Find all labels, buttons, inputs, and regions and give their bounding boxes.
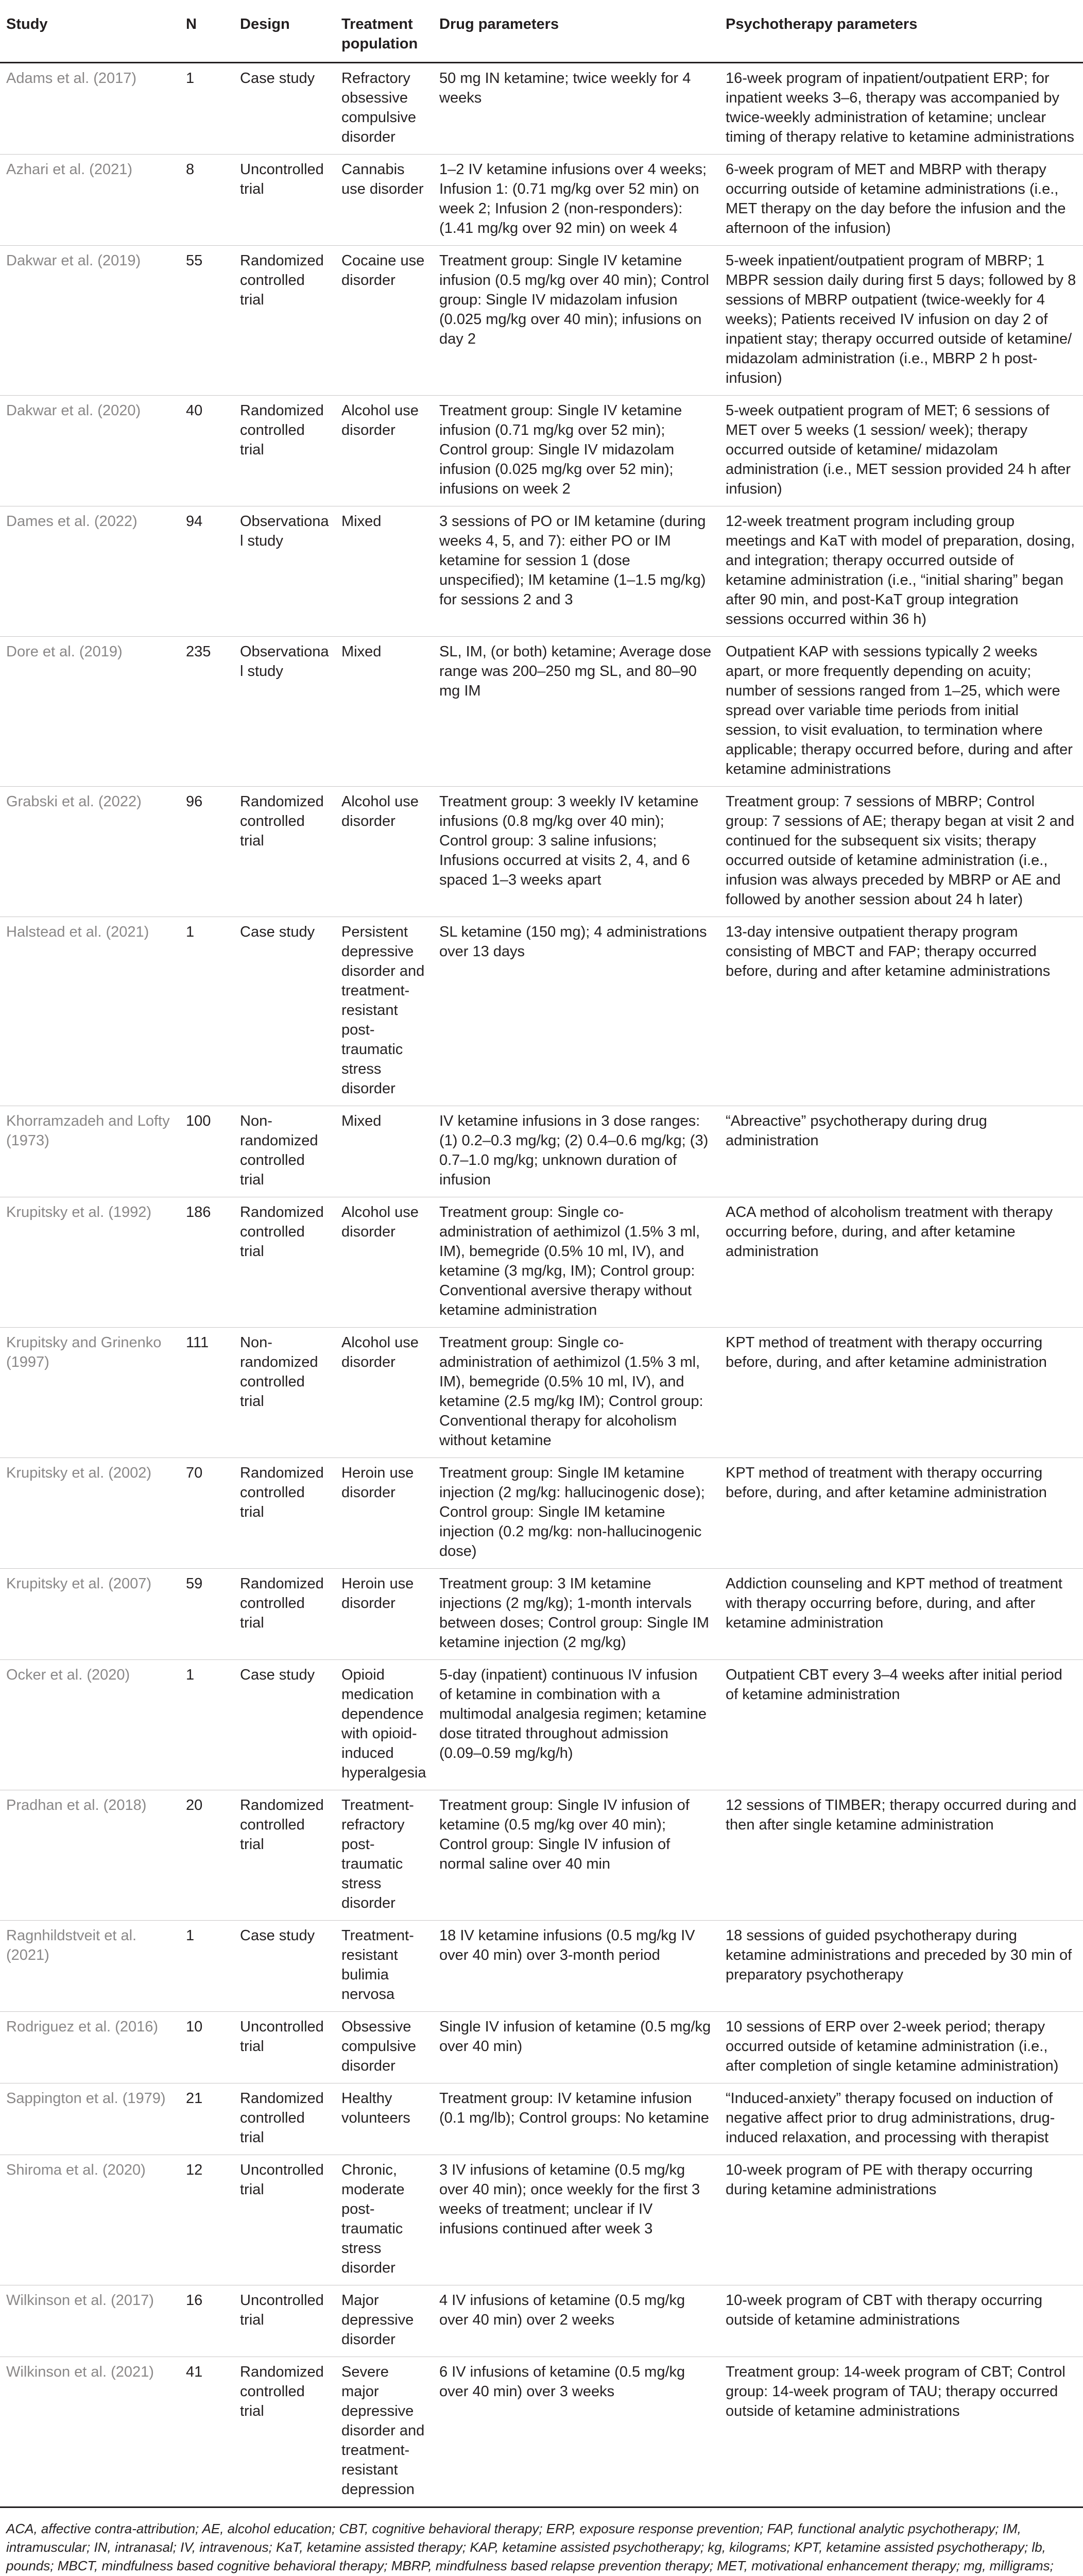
study-cell: Grabski et al. (2022) <box>0 787 180 917</box>
n-cell: 41 <box>180 2357 234 2507</box>
table-row <box>0 787 1083 917</box>
drug-cell: Treatment group: Single IV ketamine infusion (0.71 mg/kg over 52 min); Control group: Single IV midazolam infusion (0.025 mg/kg over 52 min); infusions on week 2 <box>433 396 719 506</box>
drug-cell: 18 IV ketamine infusions (0.5 mg/kg IV over 40 min) over 3-month period <box>433 1921 719 2012</box>
table-row <box>0 1197 1083 1328</box>
psychotherapy-cell: KPT method of treatment with therapy occurring before, during, and after ketamine administration <box>719 1328 1083 1458</box>
table-footnote: ACA, affective contra-attribution; AE, alcohol education; CBT, cognitive behavioral therapy; ERP, exposure response prevention; FAP, functional analytic psychotherapy; IM, intramuscular; IN, intranasal; IV, intravenous; KaT, ketamine assisted therapy; KAP, ketamine assisted psychotherapy; kg, kilograms; KPT, ketamine assisted psychotherapy; lb, pounds; MBCT, mindfulness based cognitive behavioral therapy; MBRP, mindfulness based relapse prevention therapy; MET, motivational enhancement therapy; mg, milligrams; <box>6 2521 1054 2573</box>
design-cell: Randomized controlled trial <box>234 246 335 396</box>
n-cell: 12 <box>180 2155 234 2285</box>
population-cell: Treatment-refractory post-traumatic stress disorder <box>335 1790 433 1921</box>
n-cell: 8 <box>180 155 234 246</box>
n-cell: 1 <box>180 1660 234 1790</box>
header-n: N <box>180 11 234 63</box>
n-cell: 59 <box>180 1569 234 1660</box>
design-cell: Non-randomized controlled trial <box>234 1328 335 1458</box>
drug-cell: Treatment group: Single IV infusion of ketamine (0.5 mg/kg over 40 min); Control group: Single IV infusion of normal saline over 40 min <box>433 1790 719 1921</box>
table-row <box>0 917 1083 1106</box>
design-cell: Randomized controlled trial <box>234 2357 335 2507</box>
drug-cell: Treatment group: Single co-administration of aethimizol (1.5% 3 ml, IM), bemegride (0.5% 10 ml, IV), and ketamine (2.5 mg/kg IM); Control group: Conventional therapy for alcoholism without ketamine <box>433 1328 719 1458</box>
drug-cell: 3 sessions of PO or IM ketamine (during weeks 4, 5, and 7): either PO or IM ketamine for session 1 (dose unspecified); IM ketamine (1–1.5 mg/kg) for sessions 2 and 3 <box>433 506 719 637</box>
study-cell: Krupitsky et al. (1992) <box>0 1197 180 1328</box>
psychotherapy-cell: 6-week program of MET and MBRP with therapy occurring outside of ketamine administrations (i.e., MET therapy on the day before the infusion and the afternoon of the infusion) <box>719 155 1083 246</box>
population-cell: Alcohol use disorder <box>335 1197 433 1328</box>
drug-cell: Single IV infusion of ketamine (0.5 mg/kg over 40 min) <box>433 2012 719 2083</box>
drug-cell: Treatment group: IV ketamine infusion (0.1 mg/lb); Control groups: No ketamine <box>433 2083 719 2155</box>
n-cell: 1 <box>180 63 234 155</box>
study-cell: Dakwar et al. (2019) <box>0 246 180 396</box>
drug-cell: Treatment group: Single co-administration of aethimizol (1.5% 3 ml, IM), bemegride (0.5% 10 ml, IV), and ketamine (3 mg/kg, IM); Control group: Conventional aversive therapy without ketamine administration <box>433 1197 719 1328</box>
table-row <box>0 2012 1083 2083</box>
study-cell: Dakwar et al. (2020) <box>0 396 180 506</box>
design-cell: Case study <box>234 917 335 1106</box>
n-cell: 21 <box>180 2083 234 2155</box>
study-cell: Shiroma et al. (2020) <box>0 2155 180 2285</box>
table-header-row <box>0 11 1083 63</box>
psychotherapy-cell: 10 sessions of ERP over 2-week period; therapy occurred outside of ketamine administration (i.e., after completion of single ketamine administration) <box>719 2012 1083 2083</box>
drug-cell: 6 IV infusions of ketamine (0.5 mg/kg over 40 min) over 3 weeks <box>433 2357 719 2507</box>
psychotherapy-cell: “Induced-anxiety” therapy focused on induction of negative affect prior to drug administrations, drug-induced relaxation, and processing with therapist <box>719 2083 1083 2155</box>
psychotherapy-cell: Outpatient KAP with sessions typically 2 weeks apart, or more frequently depending on acuity; number of sessions ranged from 1–25, which were spread over variable time periods from initial session, to visit evaluation, to termination where applicable; therapy occurred before, during and after ketamine administrations <box>719 637 1083 787</box>
study-cell: Dames et al. (2022) <box>0 506 180 637</box>
psychotherapy-cell: Outpatient CBT every 3–4 weeks after initial period of ketamine administration <box>719 1660 1083 1790</box>
population-cell: Refractory obsessive compulsive disorder <box>335 63 433 155</box>
drug-cell: 4 IV infusions of ketamine (0.5 mg/kg over 40 min) over 2 weeks <box>433 2285 719 2357</box>
study-cell: Ocker et al. (2020) <box>0 1660 180 1790</box>
population-cell: Heroin use disorder <box>335 1569 433 1660</box>
population-cell: Alcohol use disorder <box>335 787 433 917</box>
table-row <box>0 637 1083 787</box>
design-cell: Non-randomized controlled trial <box>234 1106 335 1197</box>
psychotherapy-cell: 5-week outpatient program of MET; 6 sessions of MET over 5 weeks (1 session/ week); therapy occurred outside of ketamine/ midazolam administration (i.e., MET session provided 24 h after infusion) <box>719 396 1083 506</box>
drug-cell: SL ketamine (150 mg); 4 administrations over 13 days <box>433 917 719 1106</box>
drug-cell: Treatment group: Single IM ketamine injection (2 mg/kg: hallucinogenic dose); Control group: Single IM ketamine injection (0.2 mg/kg: non-hallucinogenic dose) <box>433 1458 719 1569</box>
design-cell: Randomized controlled trial <box>234 1790 335 1921</box>
table-row <box>0 2083 1083 2155</box>
table-row <box>0 2285 1083 2357</box>
table-row <box>0 1328 1083 1458</box>
study-cell: Pradhan et al. (2018) <box>0 1790 180 1921</box>
n-cell: 10 <box>180 2012 234 2083</box>
population-cell: Mixed <box>335 1106 433 1197</box>
psychotherapy-cell: 16-week program of inpatient/outpatient ERP; for inpatient weeks 3–6, therapy was accompanied by twice-weekly administration of ketamine; unclear timing of therapy relative to ketamine administrations <box>719 63 1083 155</box>
psychotherapy-cell: Addiction counseling and KPT method of treatment with therapy occurring before, during, and after ketamine administration <box>719 1569 1083 1660</box>
psychotherapy-cell: KPT method of treatment with therapy occurring before, during, and after ketamine administration <box>719 1458 1083 1569</box>
study-cell: Adams et al. (2017) <box>0 63 180 155</box>
n-cell: 186 <box>180 1197 234 1328</box>
study-cell: Ragnhildstveit et al. (2021) <box>0 1921 180 2012</box>
table-row <box>0 1921 1083 2012</box>
psychotherapy-cell: 18 sessions of guided psychotherapy during ketamine administrations and preceded by 30 min of preparatory psychotherapy <box>719 1921 1083 2012</box>
population-cell: Healthy volunteers <box>335 2083 433 2155</box>
design-cell: Randomized controlled trial <box>234 787 335 917</box>
drug-cell: 5-day (inpatient) continuous IV infusion of ketamine in combination with a multimodal analgesia regimen; ketamine dose titrated throughout admission (0.09–0.59 mg/kg/h) <box>433 1660 719 1790</box>
design-cell: Uncontrolled trial <box>234 2155 335 2285</box>
table-row <box>0 63 1083 155</box>
n-cell: 100 <box>180 1106 234 1197</box>
design-cell: Case study <box>234 63 335 155</box>
n-cell: 1 <box>180 917 234 1106</box>
table-row <box>0 1660 1083 1790</box>
header-drug: Drug parameters <box>433 11 719 63</box>
header-design: Design <box>234 11 335 63</box>
n-cell: 55 <box>180 246 234 396</box>
psychotherapy-cell: 12 sessions of TIMBER; therapy occurred during and then after single ketamine administration <box>719 1790 1083 1921</box>
psychotherapy-cell: ACA method of alcoholism treatment with therapy occurring before, during, and after ketamine administration <box>719 1197 1083 1328</box>
drug-cell: 3 IV infusions of ketamine (0.5 mg/kg over 40 min); once weekly for the first 3 weeks of treatment; unclear if IV infusions continued after week 3 <box>433 2155 719 2285</box>
drug-cell: SL, IM, (or both) ketamine; Average dose range was 200–250 mg SL, and 80–90 mg IM <box>433 637 719 787</box>
header-study: Study <box>0 11 180 63</box>
study-cell: Krupitsky et al. (2007) <box>0 1569 180 1660</box>
design-cell: Uncontrolled trial <box>234 2285 335 2357</box>
n-cell: 94 <box>180 506 234 637</box>
table-row <box>0 2155 1083 2285</box>
drug-cell: Treatment group: Single IV ketamine infusion (0.5 mg/kg over 40 min); Control group: Single IV midazolam infusion (0.025 mg/kg over 40 min); infusions on day 2 <box>433 246 719 396</box>
study-cell: Halstead et al. (2021) <box>0 917 180 1106</box>
study-cell: Khorramzadeh and Lofty (1973) <box>0 1106 180 1197</box>
population-cell: Chronic, moderate post-traumatic stress disorder <box>335 2155 433 2285</box>
n-cell: 16 <box>180 2285 234 2357</box>
study-cell: Azhari et al. (2021) <box>0 155 180 246</box>
table-row <box>0 1458 1083 1569</box>
header-population: Treatment population <box>335 11 433 63</box>
psychotherapy-cell: “Abreactive” psychotherapy during drug administration <box>719 1106 1083 1197</box>
population-cell: Alcohol use disorder <box>335 396 433 506</box>
population-cell: Treatment-resistant bulimia nervosa <box>335 1921 433 2012</box>
design-cell: Uncontrolled trial <box>234 155 335 246</box>
table-row <box>0 506 1083 637</box>
population-cell: Severe major depressive disorder and treatment-resistant depression <box>335 2357 433 2507</box>
header-psychotherapy: Psychotherapy parameters <box>719 11 1083 63</box>
population-cell: Mixed <box>335 506 433 637</box>
study-cell: Sappington et al. (1979) <box>0 2083 180 2155</box>
drug-cell: Treatment group: 3 IM ketamine injections (2 mg/kg); 1-month intervals between doses; Control group: Single IM ketamine injection (2 mg/kg) <box>433 1569 719 1660</box>
n-cell: 70 <box>180 1458 234 1569</box>
table-row <box>0 1790 1083 1921</box>
population-cell: Opioid medication dependence with opioid-induced hyperalgesia <box>335 1660 433 1790</box>
n-cell: 111 <box>180 1328 234 1458</box>
population-cell: Persistent depressive disorder and treatment-resistant post-traumatic stress disorder <box>335 917 433 1106</box>
design-cell: Observational study <box>234 637 335 787</box>
table-body <box>0 63 1083 2507</box>
study-cell: Dore et al. (2019) <box>0 637 180 787</box>
n-cell: 40 <box>180 396 234 506</box>
design-cell: Randomized controlled trial <box>234 396 335 506</box>
population-cell: Cannabis use disorder <box>335 155 433 246</box>
study-cell: Krupitsky and Grinenko (1997) <box>0 1328 180 1458</box>
study-cell: Wilkinson et al. (2021) <box>0 2357 180 2507</box>
design-cell: Case study <box>234 1921 335 2012</box>
psychotherapy-cell: 5-week inpatient/outpatient program of MBRP; 1 MBPR session daily during first 5 days; followed by 8 sessions of MBRP outpatient (twice-weekly for 4 weeks); Patients received IV infusion on day 2 of inpatient stay; therapy occurred outside of ketamine/ midazolam administration (i.e., MBRP 2 h post-infusion) <box>719 246 1083 396</box>
table-row <box>0 2357 1083 2507</box>
design-cell: Randomized controlled trial <box>234 1197 335 1328</box>
design-cell: Randomized controlled trial <box>234 2083 335 2155</box>
n-cell: 20 <box>180 1790 234 1921</box>
studies-table <box>0 11 1083 2508</box>
psychotherapy-cell: Treatment group: 7 sessions of MBRP; Control group: 7 sessions of AE; therapy began at visit 2 and continued for the subsequent six visits; therapy occurred outside of ketamine administration (i.e., infusion was always preceded by MBRP or AE and followed by another session about 24 h later) <box>719 787 1083 917</box>
drug-cell: IV ketamine infusions in 3 dose ranges: (1) 0.2–0.3 mg/kg; (2) 0.4–0.6 mg/kg; (3) 0.7–1.0 mg/kg; unknown duration of infusion <box>433 1106 719 1197</box>
table-row <box>0 1106 1083 1197</box>
design-cell: Case study <box>234 1660 335 1790</box>
table-row <box>0 1569 1083 1660</box>
psychotherapy-cell: 10-week program of PE with therapy occurring during ketamine administrations <box>719 2155 1083 2285</box>
design-cell: Observational study <box>234 506 335 637</box>
population-cell: Cocaine use disorder <box>335 246 433 396</box>
n-cell: 1 <box>180 1921 234 2012</box>
table-row <box>0 396 1083 506</box>
psychotherapy-cell: 12-week treatment program including group meetings and KaT with model of preparation, dosing, and integration; therapy occurred outside of ketamine administration (i.e., “initial sharing” began after 90 min, and post-KaT group integration sessions occurred within 36 h) <box>719 506 1083 637</box>
study-cell: Krupitsky et al. (2002) <box>0 1458 180 1569</box>
population-cell: Major depressive disorder <box>335 2285 433 2357</box>
drug-cell: 1–2 IV ketamine infusions over 4 weeks; Infusion 1: (0.71 mg/kg over 52 min) on week 2; Infusion 2 (non-responders): (1.41 mg/kg over 92 min) on week 4 <box>433 155 719 246</box>
psychotherapy-cell: 13-day intensive outpatient therapy program consisting of MBCT and FAP; therapy occurred before, during and after ketamine administrations <box>719 917 1083 1106</box>
table-row <box>0 155 1083 246</box>
n-cell: 96 <box>180 787 234 917</box>
psychotherapy-cell: Treatment group: 14-week program of CBT; Control group: 14-week program of TAU; therapy occurred outside of ketamine administrations <box>719 2357 1083 2507</box>
design-cell: Randomized controlled trial <box>234 1569 335 1660</box>
population-cell: Alcohol use disorder <box>335 1328 433 1458</box>
population-cell: Mixed <box>335 637 433 787</box>
study-cell: Wilkinson et al. (2017) <box>0 2285 180 2357</box>
psychotherapy-cell: 10-week program of CBT with therapy occurring outside of ketamine administrations <box>719 2285 1083 2357</box>
design-cell: Randomized controlled trial <box>234 1458 335 1569</box>
design-cell: Uncontrolled trial <box>234 2012 335 2083</box>
population-cell: Heroin use disorder <box>335 1458 433 1569</box>
table-row <box>0 246 1083 396</box>
population-cell: Obsessive compulsive disorder <box>335 2012 433 2083</box>
study-cell: Rodriguez et al. (2016) <box>0 2012 180 2083</box>
n-cell: 235 <box>180 637 234 787</box>
drug-cell: 50 mg IN ketamine; twice weekly for 4 weeks <box>433 63 719 155</box>
drug-cell: Treatment group: 3 weekly IV ketamine infusions (0.8 mg/kg over 40 min); Control group: 3 saline infusions; Infusions occurred at visits 2, 4, and 6 spaced 1–3 weeks apart <box>433 787 719 917</box>
